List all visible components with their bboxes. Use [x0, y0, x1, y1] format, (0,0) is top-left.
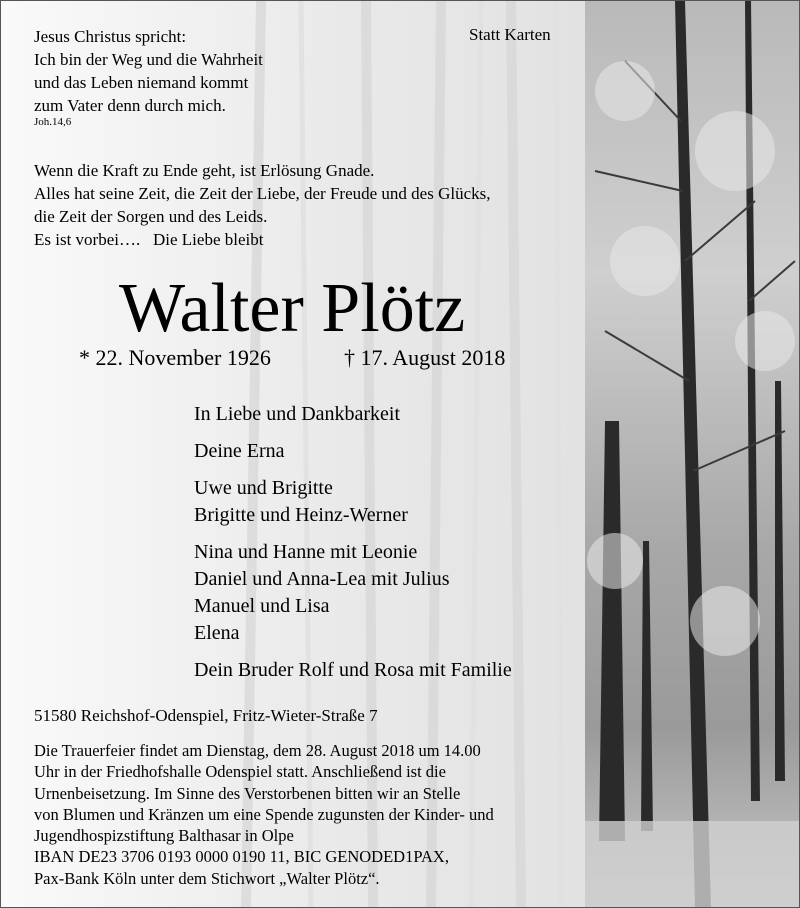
- poem-line: die Zeit der Sorgen und des Leids.: [34, 207, 268, 226]
- info-line: von Blumen und Kränzen um eine Spende zugunsten der Kinder- und: [34, 804, 494, 824]
- mourner-line: Dein Bruder Rolf und Rosa mit Familie: [194, 659, 512, 681]
- verse-line: und das Leben niemand kommt: [34, 73, 249, 92]
- mourner-line: Brigitte und Heinz-Werner: [194, 504, 408, 526]
- info-line: Urnenbeisetzung. Im Sinne des Verstorbenen bitten wir an Stelle: [34, 783, 461, 803]
- mourner-line: Nina und Hanne mit Leonie: [194, 541, 418, 563]
- info-line: Pax-Bank Köln unter dem Stichwort „Walter Plötz“.: [34, 868, 380, 888]
- death-date: † 17. August 2018: [344, 345, 506, 370]
- birth-date: * 22. November 1926: [79, 345, 271, 370]
- info-line: Die Trauerfeier findet am Dienstag, dem 28. August 2018 um 14.00: [34, 741, 481, 760]
- mourners-list: [194, 401, 512, 684]
- statt-karten-label: Statt Karten: [469, 25, 551, 44]
- verse-line: Ich bin der Weg und die Wahrheit: [34, 50, 263, 69]
- bible-verse: [34, 25, 263, 117]
- mourner-line: Manuel und Lisa: [194, 595, 330, 617]
- mourner-line: In Liebe und Dankbarkeit: [194, 403, 401, 425]
- mourner-line: Elena: [194, 622, 240, 644]
- mourner-line: Deine Erna: [194, 440, 285, 462]
- info-line: Jugendhospizstiftung Balthasar in Olpe: [34, 826, 294, 846]
- info-line: IBAN DE23 3706 0193 0000 0190 11, BIC GENODED1PAX,: [34, 847, 449, 867]
- forest-trees-graphic: [585, 1, 799, 908]
- poem: [34, 159, 491, 251]
- deceased-name: Walter Plötz: [119, 270, 466, 347]
- mourner-line: Uwe und Brigitte: [194, 477, 333, 499]
- poem-line: Wenn die Kraft zu Ende geht, ist Erlösung Gnade.: [34, 161, 375, 180]
- verse-line: zum Vater denn durch mich.: [34, 96, 226, 115]
- funeral-info: [34, 740, 494, 889]
- forest-photo: [585, 1, 799, 908]
- verse-line: Jesus Christus spricht:: [34, 27, 187, 46]
- poem-line: Es ist vorbei…. Die Liebe bleibt: [34, 230, 264, 249]
- info-line: Uhr in der Friedhofshalle Odenspiel statt. Anschließend ist die: [34, 762, 446, 782]
- poem-line: Alles hat seine Zeit, die Zeit der Liebe, der Freude und des Glücks,: [34, 184, 491, 203]
- mourner-line: Daniel und Anna-Lea mit Julius: [194, 568, 450, 590]
- verse-reference: Joh.14,6: [34, 116, 72, 128]
- address: 51580 Reichshof-Odenspiel, Fritz-Wieter-Straße 7: [34, 706, 378, 725]
